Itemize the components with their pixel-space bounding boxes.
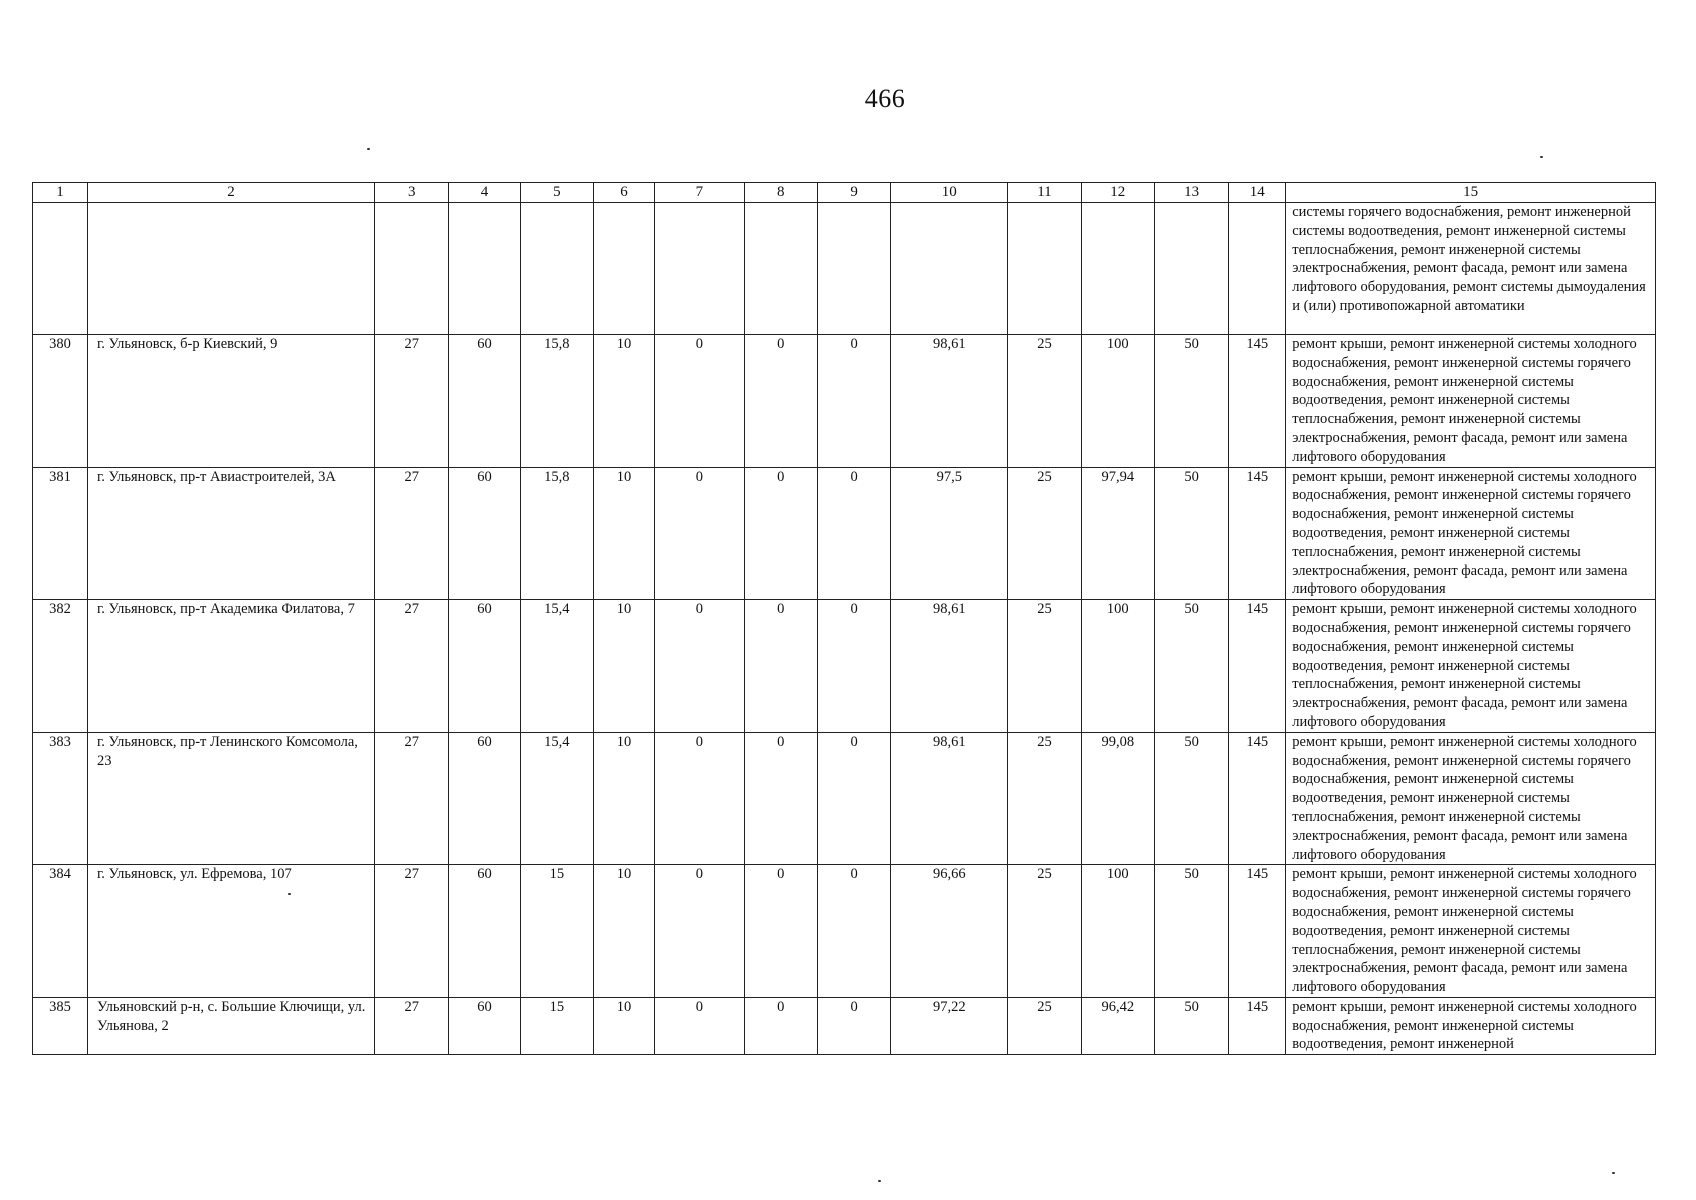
value-cell: 0 [655,997,745,1054]
work-types-cell: ремонт крыши, ремонт инженерной системы холодного водоснабжения, ремонт инженерной системы горячего водоснабжения, ремонт инженерной системы водоотведения, ремонт инженерной системы теплоснабжения, ремонт инженерной системы электроснабжения, ремонт фасада, ремонт или замена лифтового оборудования [1286,732,1656,865]
value-cell: 0 [817,997,890,1054]
value-cell: 0 [655,600,745,733]
column-header: 7 [655,183,745,203]
table-cell [744,203,817,335]
value-cell: 25 [1008,467,1081,600]
value-cell: 145 [1229,467,1286,600]
work-types-cell: ремонт крыши, ремонт инженерной системы холодного водоснабжения, ремонт инженерной системы горячего водоснабжения, ремонт инженерной системы водоотведения, ремонт инженерной системы теплоснабжения, ремонт инженерной системы электроснабжения, ремонт фасада, ремонт или замена лифтового оборудования [1286,467,1656,600]
row-number: 380 [33,335,88,468]
value-cell: 60 [449,997,520,1054]
value-cell: 50 [1154,997,1228,1054]
column-header: 4 [449,183,520,203]
column-header: 8 [744,183,817,203]
register-table [32,182,1656,1055]
row-number: 384 [33,865,88,998]
address-cell: г. Ульяновск, пр-т Ленинского Комсомола, 23 [87,732,374,865]
table-row [33,600,1656,733]
value-cell: 27 [375,865,449,998]
continuation-row [33,203,1656,335]
table-cell [655,203,745,335]
value-cell: 27 [375,467,449,600]
value-cell: 145 [1229,732,1286,865]
value-cell: 0 [817,335,890,468]
table-row [33,865,1656,998]
value-cell: 97,94 [1081,467,1154,600]
value-cell: 100 [1081,600,1154,733]
value-cell: 15 [520,997,593,1054]
value-cell: 99,08 [1081,732,1154,865]
table-cell [817,203,890,335]
value-cell: 25 [1008,865,1081,998]
column-header: 15 [1286,183,1656,203]
value-cell: 60 [449,865,520,998]
value-cell: 10 [593,865,654,998]
column-number-header-row [33,183,1656,203]
value-cell: 60 [449,600,520,733]
table-row [33,467,1656,600]
value-cell: 0 [744,732,817,865]
value-cell: 100 [1081,865,1154,998]
value-cell: 97,5 [891,467,1008,600]
value-cell: 96,42 [1081,997,1154,1054]
table-cell [1008,203,1081,335]
value-cell: 50 [1154,865,1228,998]
scan-speck [1612,1172,1615,1174]
value-cell: 0 [744,335,817,468]
address-cell: г. Ульяновск, пр-т Авиастроителей, 3А [87,467,374,600]
column-header: 14 [1229,183,1286,203]
value-cell: 27 [375,732,449,865]
value-cell: 0 [655,467,745,600]
work-types-cell: системы горячего водоснабжения, ремонт инженерной системы водоотведения, ремонт инженерной системы теплоснабжения, ремонт инженерной системы электроснабжения, ремонт фасада, ремонт или замена лифтового оборудования, ремонт системы дымоудаления и (или) противопожарной автоматики [1286,203,1656,335]
column-header: 3 [375,183,449,203]
value-cell: 60 [449,335,520,468]
column-header: 1 [33,183,88,203]
value-cell: 50 [1154,335,1228,468]
value-cell: 0 [817,732,890,865]
value-cell: 0 [744,997,817,1054]
value-cell: 27 [375,997,449,1054]
column-header: 10 [891,183,1008,203]
table-cell [449,203,520,335]
work-types-cell: ремонт крыши, ремонт инженерной системы холодного водоснабжения, ремонт инженерной системы горячего водоснабжения, ремонт инженерной системы водоотведения, ремонт инженерной системы теплоснабжения, ремонт инженерной системы электроснабжения, ремонт фасада, ремонт или замена лифтового оборудования [1286,335,1656,468]
address-cell: г. Ульяновск, б-р Киевский, 9 [87,335,374,468]
value-cell: 0 [655,865,745,998]
row-number: 382 [33,600,88,733]
scan-speck [1540,156,1543,158]
value-cell: 10 [593,335,654,468]
value-cell: 96,66 [891,865,1008,998]
value-cell: 0 [655,732,745,865]
column-header: 11 [1008,183,1081,203]
address-cell: г. Ульяновск, ул. Ефремова, 107 [87,865,374,998]
value-cell: 15,8 [520,335,593,468]
value-cell: 27 [375,335,449,468]
value-cell: 25 [1008,335,1081,468]
value-cell: 0 [817,865,890,998]
value-cell: 60 [449,467,520,600]
scan-speck [878,1180,881,1182]
value-cell: 10 [593,732,654,865]
value-cell: 15,8 [520,467,593,600]
value-cell: 0 [744,865,817,998]
scan-speck [288,893,291,895]
column-header: 9 [817,183,890,203]
value-cell: 145 [1229,335,1286,468]
scan-speck [367,148,370,150]
value-cell: 145 [1229,600,1286,733]
column-header: 6 [593,183,654,203]
value-cell: 0 [744,600,817,733]
value-cell: 100 [1081,335,1154,468]
table-cell [1081,203,1154,335]
address-cell: г. Ульяновск, пр-т Академика Филатова, 7 [87,600,374,733]
table-row [33,335,1656,468]
value-cell: 25 [1008,997,1081,1054]
work-types-cell: ремонт крыши, ремонт инженерной системы холодного водоснабжения, ремонт инженерной системы горячего водоснабжения, ремонт инженерной системы водоотведения, ремонт инженерной системы теплоснабжения, ремонт инженерной системы электроснабжения, ремонт фасада, ремонт или замена лифтового оборудования [1286,600,1656,733]
value-cell: 25 [1008,732,1081,865]
table-cell [891,203,1008,335]
value-cell: 15,4 [520,732,593,865]
value-cell: 50 [1154,467,1228,600]
value-cell: 97,22 [891,997,1008,1054]
page-number: 466 [864,84,906,113]
value-cell: 25 [1008,600,1081,733]
value-cell: 145 [1229,997,1286,1054]
row-number: 383 [33,732,88,865]
value-cell: 0 [744,467,817,600]
value-cell: 145 [1229,865,1286,998]
column-header: 13 [1154,183,1228,203]
value-cell: 0 [817,467,890,600]
table-row [33,732,1656,865]
value-cell: 98,61 [891,600,1008,733]
value-cell: 10 [593,997,654,1054]
row-number: 385 [33,997,88,1054]
value-cell: 98,61 [891,732,1008,865]
table-cell [520,203,593,335]
table-cell [593,203,654,335]
work-types-cell: ремонт крыши, ремонт инженерной системы холодного водоснабжения, ремонт инженерной системы горячего водоснабжения, ремонт инженерной системы водоотведения, ремонт инженерной системы теплоснабжения, ремонт инженерной системы электроснабжения, ремонт фасада, ремонт или замена лифтового оборудования [1286,865,1656,998]
row-number: 381 [33,467,88,600]
table-cell [1229,203,1286,335]
value-cell: 15 [520,865,593,998]
value-cell: 98,61 [891,335,1008,468]
table-cell [33,203,88,335]
table-row [33,997,1656,1054]
column-header: 2 [87,183,374,203]
value-cell: 60 [449,732,520,865]
table-cell [375,203,449,335]
column-header: 5 [520,183,593,203]
work-types-cell: ремонт крыши, ремонт инженерной системы холодного водоснабжения, ремонт инженерной системы водоотведения, ремонт инженерной [1286,997,1656,1054]
table-cell [1154,203,1228,335]
address-cell: Ульяновский р-н, с. Большие Ключищи, ул. Ульянова, 2 [87,997,374,1054]
value-cell: 0 [655,335,745,468]
value-cell: 0 [817,600,890,733]
value-cell: 15,4 [520,600,593,733]
value-cell: 10 [593,467,654,600]
table-cell [87,203,374,335]
value-cell: 10 [593,600,654,733]
value-cell: 27 [375,600,449,733]
column-header: 12 [1081,183,1154,203]
value-cell: 50 [1154,600,1228,733]
value-cell: 50 [1154,732,1228,865]
